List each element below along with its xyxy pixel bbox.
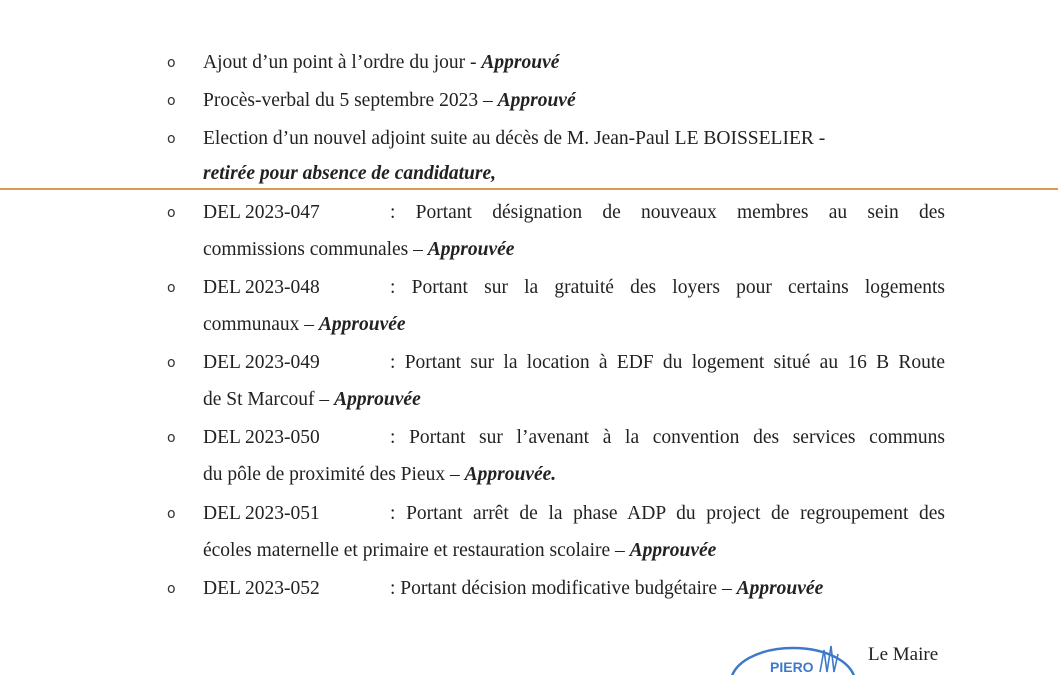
deliberation-title: : Portant arrêt de la phase ADP du project de regroupement des bbox=[390, 503, 945, 524]
item-status: Approuvé bbox=[497, 90, 576, 111]
item-status: Approuvé bbox=[481, 52, 560, 73]
deliberation-cont-text: écoles maternelle et primaire et restauration scolaire – bbox=[203, 540, 630, 561]
bullet: o bbox=[167, 355, 176, 371]
deliberation-ref: DEL 2023-047 bbox=[203, 202, 320, 223]
deliberation-status: Approuvée bbox=[427, 239, 515, 260]
bullet: o bbox=[167, 131, 176, 147]
item-text bbox=[203, 52, 559, 74]
mayor-stamp bbox=[728, 632, 858, 675]
item-label: Procès-verbal du 5 septembre 2023 – bbox=[203, 90, 498, 111]
deliberation-title bbox=[390, 578, 823, 600]
deliberation-cont-text: communaux – bbox=[203, 314, 319, 335]
page-divider bbox=[0, 188, 1058, 190]
deliberation-cont bbox=[203, 540, 716, 562]
item-text: Election d’un nouvel adjoint suite au décès de M. Jean-Paul LE BOISSELIER - bbox=[203, 128, 826, 149]
bullet: o bbox=[167, 280, 176, 296]
bullet: o bbox=[167, 581, 176, 597]
bullet: o bbox=[167, 55, 176, 71]
item-text bbox=[203, 90, 576, 112]
item-status: retirée pour absence de candidature, bbox=[203, 163, 497, 184]
stamp-text: PIERO bbox=[770, 659, 814, 675]
deliberation-ref: DEL 2023-049 bbox=[203, 352, 320, 373]
deliberation-cont bbox=[203, 314, 406, 336]
item-label: Ajout d’un point à l’ordre du jour - bbox=[203, 52, 482, 73]
bullet: o bbox=[167, 430, 176, 446]
bullet: o bbox=[167, 205, 176, 221]
deliberation-title: : Portant sur la location à EDF du logement situé au 16 B Route bbox=[390, 352, 945, 373]
deliberation-cont bbox=[203, 464, 556, 486]
deliberation-ref: DEL 2023-051 bbox=[203, 503, 320, 524]
deliberation-status: Approuvée bbox=[318, 314, 406, 335]
bullet: o bbox=[167, 93, 176, 109]
deliberation-title: : Portant sur l’avenant à la convention des services communs bbox=[390, 427, 945, 448]
signature-title: Le Maire bbox=[868, 644, 939, 665]
deliberation-ref: DEL 2023-052 bbox=[203, 578, 320, 599]
deliberation-status: Approuvée bbox=[629, 540, 717, 561]
deliberation-title-text: : Portant décision modificative budgétaire – bbox=[390, 578, 737, 599]
deliberation-cont bbox=[203, 389, 421, 411]
deliberation-cont bbox=[203, 239, 514, 261]
deliberation-cont-text: de St Marcouf – bbox=[203, 389, 335, 410]
bullet: o bbox=[167, 506, 176, 522]
deliberation-ref: DEL 2023-050 bbox=[203, 427, 320, 448]
deliberation-cont-text: du pôle de proximité des Pieux – bbox=[203, 464, 465, 485]
deliberation-title: : Portant sur la gratuité des loyers pour certains logements bbox=[390, 277, 945, 298]
deliberation-status: Approuvée bbox=[334, 389, 421, 410]
deliberation-status: Approuvée. bbox=[464, 464, 557, 485]
deliberation-ref: DEL 2023-048 bbox=[203, 277, 320, 298]
deliberation-cont-text: commissions communales – bbox=[203, 239, 428, 260]
deliberation-title: : Portant désignation de nouveaux membres au sein des bbox=[390, 202, 945, 223]
deliberation-status: Approuvée bbox=[736, 578, 824, 599]
